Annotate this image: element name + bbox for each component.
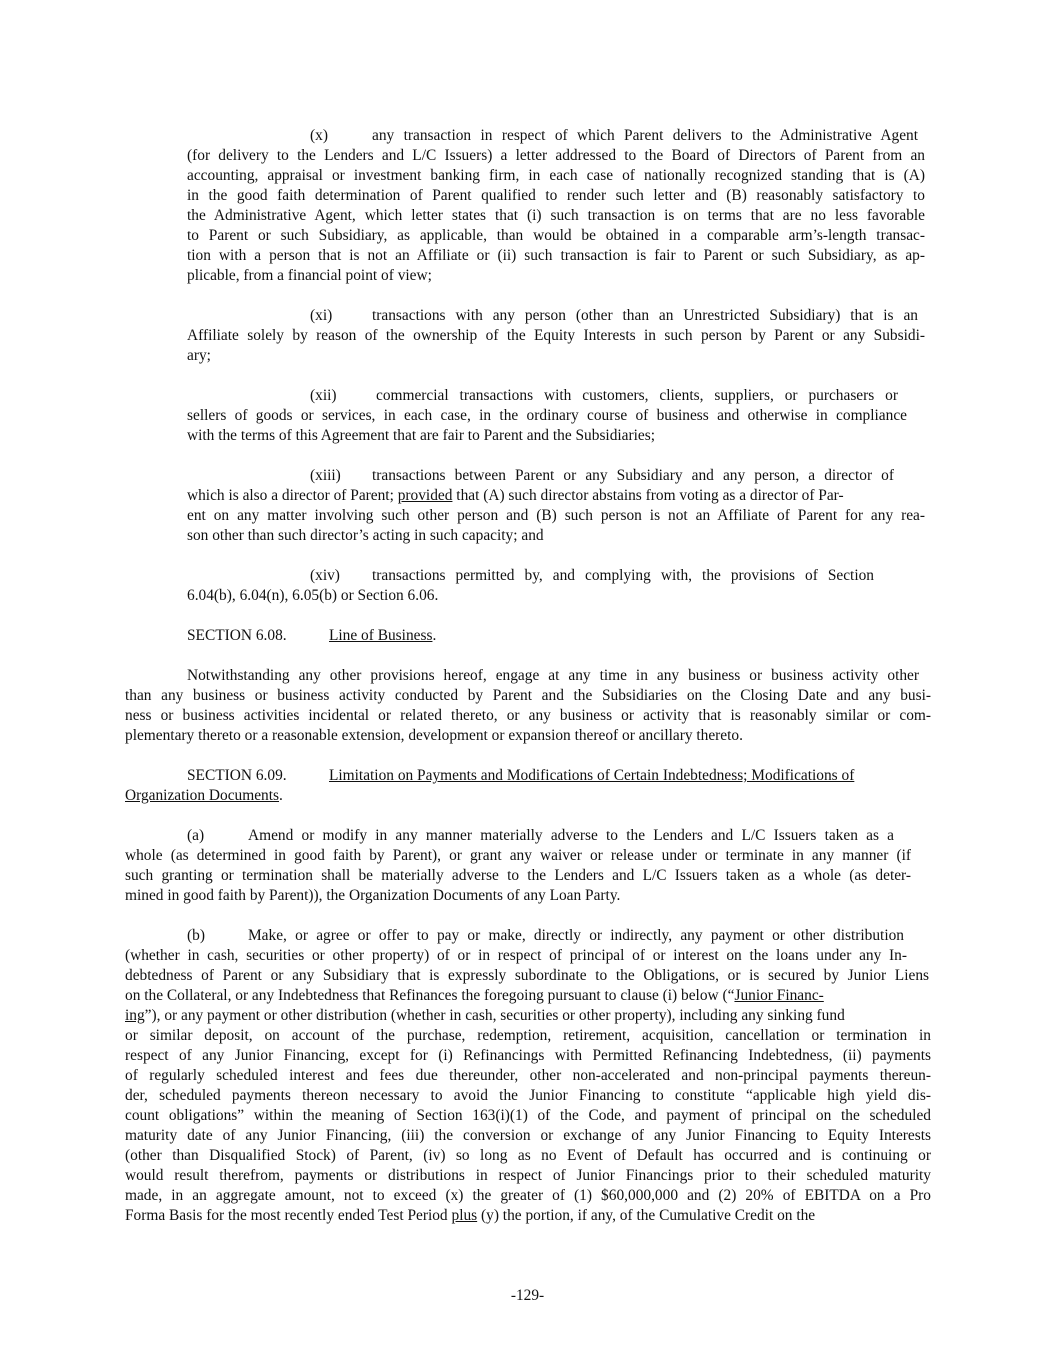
clause-label: (xii) <box>310 387 337 404</box>
text-line: tion with a person that is not an Affiliate or (ii) such transaction is fair to Parent or such Subsidiary, as ap- <box>187 247 925 264</box>
text-line: such granting or termination shall be materially adverse to the Lenders and L/C Issuers taken as a whole (as deter- <box>125 867 911 884</box>
text-line: 6.04(b), 6.04(n), 6.05(b) or Section 6.06. <box>187 587 439 604</box>
text-line: to Parent or such Subsidiary, as applicable, than would be obtained in a comparable arm’s-length transac- <box>187 227 925 244</box>
text-line: would result therefrom, payments or distributions in respect of Junior Financings prior to their scheduled maturity <box>125 1167 931 1184</box>
section-title <box>329 626 436 646</box>
text-line: whole (as determined in good faith by Parent), or grant any waiver or release under or terminate in any manner (if <box>125 847 911 864</box>
text-segment: which is also a director of Parent; <box>187 487 394 504</box>
text-line: or similar deposit, on account of the purchase, redemption, retirement, acquisition, cancellation or termination in <box>125 1027 931 1044</box>
text-line: debtedness of Parent or any Subsidiary that is expressly subordinate to the Obligations, or is secured by Junior Liens <box>125 967 929 984</box>
plus-term: plus <box>451 1207 478 1224</box>
junior-financing-term: ing <box>125 1007 145 1024</box>
text-segment: on the Collateral, or any Indebtedness that Refinances the foregoing pursuant to clause (i) below (“ <box>125 987 735 1004</box>
text-line: count obligations” within the meaning of Section 163(i)(1) of the Code, and payment of principal on the scheduled <box>125 1107 931 1124</box>
text-segment: that (A) such director abstains from voting as a director of Par- <box>456 487 844 504</box>
text-line: sellers of goods or services, in each case, in the ordinary course of business and otherwise in compliance <box>187 407 907 424</box>
text-line: the Administrative Agent, which letter states that (i) such transaction is on terms that are no less favorable <box>187 207 925 224</box>
text-segment: ”), or any payment or other distribution (whether in cash, securities or other property), including any sinking fund <box>144 1007 845 1024</box>
page-number: -129- <box>510 1287 545 1304</box>
provided-term: provided <box>397 487 453 504</box>
text-line: transactions between Parent or any Subsidiary and any person, a director of <box>372 467 894 484</box>
text-line: commercial transactions with customers, clients, suppliers, or purchasers or <box>376 387 898 404</box>
text-line: (for delivery to the Lenders and L/C Issuers) a letter addressed to the Board of Directors of Parent from an <box>187 147 925 164</box>
section-title-text: Line of Business <box>329 627 433 644</box>
section-number: SECTION 6.09. <box>187 767 287 784</box>
text-line: (whether in cash, securities or other property) of or in respect of principal of or interest on the loans under any In- <box>125 947 907 964</box>
text-line: Make, or agree or offer to pay or make, directly or indirectly, any payment or other distribution <box>248 927 904 944</box>
text-line: Notwithstanding any other provisions hereof, engage at any time in any business or business activity other <box>187 667 919 684</box>
text-line: transactions permitted by, and complying with, the provisions of Section <box>372 567 874 584</box>
text-line: Amend or modify in any manner materially adverse to the Lenders and L/C Issuers taken as a <box>248 827 894 844</box>
text-line: maturity date of any Junior Financing, (iii) the conversion or exchange of any Junior Financing to Equity Interests <box>125 1127 931 1144</box>
text-line: made, in an aggregate amount, not to exceed (x) the greater of (1) $60,000,000 and (2) 20% of EBITDA on a Pro <box>125 1187 931 1204</box>
text-line <box>125 1006 845 1026</box>
text-line: transactions with any person (other than an Unrestricted Subsidiary) that is an <box>372 307 918 324</box>
section-title <box>125 786 283 806</box>
clause-label: (a) <box>187 827 205 844</box>
text-line: in the good faith determination of Parent qualified to render such letter and (B) reasonably satisfactory to <box>187 187 925 204</box>
text-line: with the terms of this Agreement that are fair to Parent and the Subsidiaries; <box>187 427 656 444</box>
text-line: ary; <box>187 347 211 364</box>
clause-label: (x) <box>310 127 328 144</box>
section-title-end: . <box>279 787 283 804</box>
text-line: son other than such director’s acting in such capacity; and <box>187 527 544 544</box>
text-segment: Forma Basis for the most recently ended Test Period <box>125 1207 448 1224</box>
text-line: any transaction in respect of which Parent delivers to the Administrative Agent <box>372 127 918 144</box>
section-number: SECTION 6.08. <box>187 627 287 644</box>
clause-label: (xi) <box>310 307 333 324</box>
text-line: plementary thereto or a reasonable extension, development or expansion thereof or ancillary thereto. <box>125 727 743 744</box>
text-line <box>125 1206 815 1226</box>
text-line <box>187 486 844 506</box>
text-line: of regularly scheduled interest and fees due thereunder, other non-accelerated and non-principal payments thereun- <box>125 1067 931 1084</box>
text-line: ness or business activities incidental or related thereto, or any business or activity that is reasonably similar or com- <box>125 707 931 724</box>
section-title-end: . <box>432 627 437 644</box>
clause-label: (xiii) <box>310 467 341 484</box>
text-line: ent on any matter involving such other person and (B) such person is not an Affiliate of Parent for any rea- <box>187 507 925 524</box>
text-line: der, scheduled payments thereon necessary to avoid the Junior Financing to constitute “applicable high yield dis- <box>125 1087 931 1104</box>
section-title-line: Limitation on Payments and Modifications of Certain Indebtedness; Modifications of <box>329 767 855 784</box>
text-line: plicable, from a financial point of view; <box>187 267 432 284</box>
text-line: than any business or business activity conducted by Parent and the Subsidiaries on the Closing Date and any busi- <box>125 687 931 704</box>
section-title-text: Organization Documents <box>125 787 280 804</box>
text-line: (other than Disqualified Stock) of Parent, (iv) so long as no Event of Default has occurred and is continuing or <box>125 1147 931 1164</box>
text-line: accounting, appraisal or investment banking firm, in each case of nationally recognized standing that is (A) <box>187 167 925 184</box>
text-line: mined in good faith by Parent)), the Organization Documents of any Loan Party. <box>125 887 621 904</box>
text-segment: (y) the portion, if any, of the Cumulative Credit on the <box>481 1207 816 1224</box>
clause-label: (xiv) <box>310 567 340 584</box>
clause-label: (b) <box>187 927 205 944</box>
text-line: Affiliate solely by reason of the ownership of the Equity Interests in such person by Parent or any Subsidi- <box>187 327 925 344</box>
text-line <box>125 986 824 1006</box>
text-line: respect of any Junior Financing, except for (i) Refinancings with Permitted Refinancing Indebtedness, (ii) payments <box>125 1047 931 1064</box>
junior-financing-term: Junior Financ- <box>734 987 824 1004</box>
